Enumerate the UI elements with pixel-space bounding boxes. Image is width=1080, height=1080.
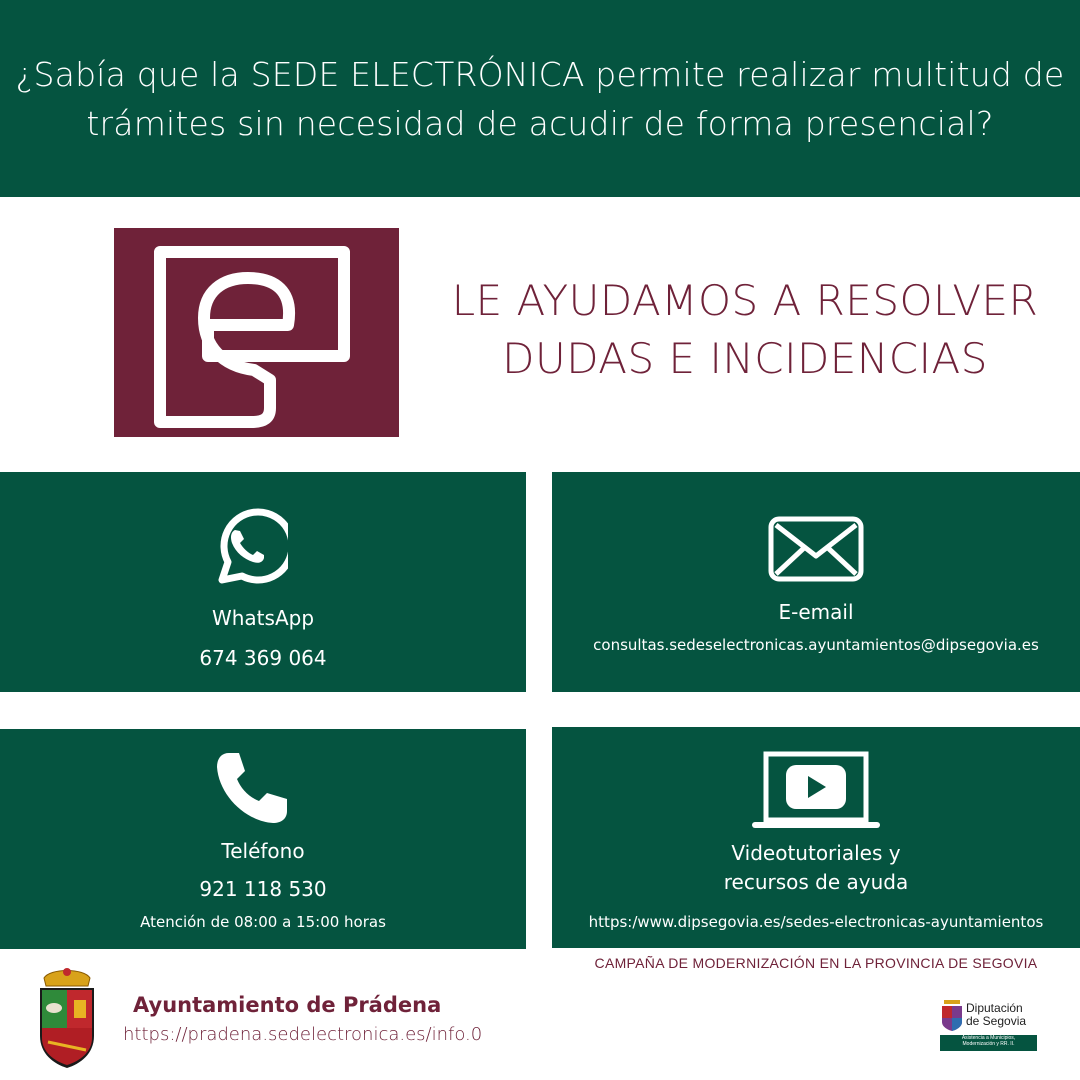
- video-label-line-2: recursos de ayuda: [723, 870, 909, 894]
- diputacion-line-1: Diputación: [966, 1001, 1023, 1015]
- video-label-line-1: Videotutoriales y: [731, 841, 901, 865]
- laptop-play-icon: [750, 751, 882, 831]
- banner-question: [10, 50, 1070, 148]
- whatsapp-card[interactable]: [0, 472, 526, 692]
- email-address[interactable]: consultas.sedeselectronicas.ayuntamientos@dipsegovia.es: [593, 636, 1039, 654]
- whatsapp-label: WhatsApp: [211, 606, 315, 630]
- coat-of-arms-icon: [36, 966, 98, 1070]
- phone-icon: [215, 751, 289, 825]
- town-name: Ayuntamiento de Prádena: [133, 993, 442, 1017]
- town-url[interactable]: https://pradena.sedelectronica.es/info.0: [123, 1024, 483, 1045]
- whatsapp-number[interactable]: 674 369 064: [199, 646, 327, 670]
- diputacion-strip: [940, 1035, 1037, 1051]
- whatsapp-icon: [204, 504, 288, 588]
- campaign-text: CAMPAÑA DE MODERNIZACIÓN EN LA PROVINCIA DE SEGOVIA: [594, 955, 1038, 971]
- sede-electronica-logo: [114, 228, 399, 437]
- help-heading-line-2: DUDAS E INCIDENCIAS: [502, 334, 988, 383]
- video-card[interactable]: [552, 727, 1080, 948]
- phone-card[interactable]: [0, 729, 526, 949]
- phone-number[interactable]: 921 118 530: [199, 877, 327, 901]
- banner-line-2: trámites sin necesidad de acudir de forma presencial?: [86, 103, 994, 143]
- help-heading: [440, 272, 1050, 388]
- e-monitor-icon: [114, 228, 399, 437]
- diputacion-strip-line-2: Modernización y RR. II.: [962, 1041, 1015, 1047]
- phone-label: Teléfono: [221, 839, 305, 863]
- phone-hours: Atención de 08:00 a 15:00 horas: [140, 913, 386, 931]
- banner-line-1: ¿Sabía que la SEDE ELECTRÓNICA permite realizar multitud de: [15, 54, 1065, 94]
- help-heading-line-1: LE AYUDAMOS A RESOLVER: [451, 276, 1039, 325]
- email-label: E-email: [778, 600, 854, 624]
- diputacion-shield-icon: [940, 996, 964, 1032]
- top-banner: [0, 0, 1080, 197]
- diputacion-strip-line-1: Asistencia a Municipios,: [961, 1035, 1016, 1041]
- video-url[interactable]: https:/www.dipsegovia.es/sedes-electronicas-ayuntamientos: [588, 913, 1044, 931]
- diputacion-line-2: de Segovia: [966, 1014, 1027, 1028]
- envelope-icon: [768, 516, 864, 582]
- email-card[interactable]: [552, 472, 1080, 692]
- diputacion-name: [966, 1002, 1026, 1028]
